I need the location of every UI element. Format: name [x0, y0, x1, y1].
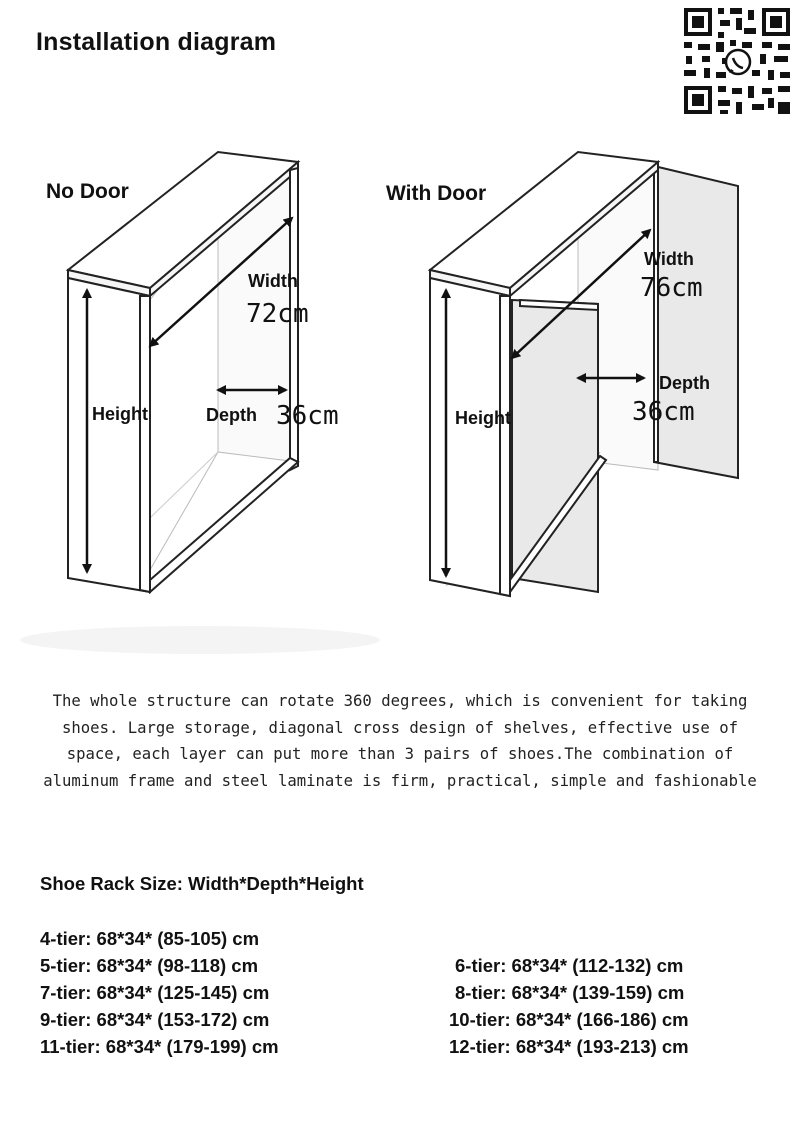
- with-door-depth-value: 36cm: [632, 397, 695, 427]
- size-item-4-tier: 4-tier: 68*34* (85-105) cm: [40, 928, 260, 949]
- no-door-depth-label: Depth: [206, 405, 257, 425]
- size-item-8-tier: 8-tier: 68*34* (139-159) cm: [455, 982, 685, 1003]
- size-item-11-tier: 11-tier: 68*34* (179-199) cm: [40, 1036, 279, 1057]
- description-line: The whole structure can rotate 360 degrees, which is convenient for taking: [52, 692, 748, 710]
- description: [10, 688, 790, 794]
- with-door-depth-label: Depth: [659, 373, 710, 393]
- size-item-6-tier: 6-tier: 68*34* (112-132) cm: [455, 955, 684, 976]
- description-line: shoes. Large storage, diagonal cross design of shelves, effective use of: [62, 718, 738, 737]
- sizes-title: Shoe Rack Size: Width*Depth*Height: [40, 873, 364, 894]
- no-door-depth-value: 36cm: [276, 401, 339, 431]
- with-door-width-label: Width: [644, 249, 694, 269]
- size-item-5-tier: 5-tier: 68*34* (98-118) cm: [40, 955, 259, 976]
- description-line: aluminum frame and steel laminate is firm, practical, simple and fashionable: [43, 771, 757, 790]
- no-door-label: No Door: [46, 180, 129, 203]
- description-line: space, each layer can put more than 3 pairs of shoes.The combination of: [66, 745, 734, 763]
- no-door-width-value: 72cm: [246, 299, 309, 329]
- page-title: Installation diagram: [36, 28, 277, 56]
- no-door-cabinet: [68, 152, 298, 592]
- qr-code-icon: [682, 6, 792, 116]
- no-door-width-label: Width: [248, 271, 298, 291]
- with-door-label: With Door: [386, 182, 487, 205]
- size-item-7-tier: 7-tier: 68*34* (125-145) cm: [40, 982, 270, 1003]
- no-door-height-label: Height: [92, 404, 148, 424]
- whatsapp-icon: [726, 50, 750, 74]
- with-door-width-value: 76cm: [640, 273, 703, 303]
- size-item-12-tier: 12-tier: 68*34* (193-213) cm: [449, 1036, 689, 1057]
- installation-diagram: [0, 130, 800, 670]
- with-door-height-label: Height: [455, 408, 511, 428]
- size-item-10-tier: 10-tier: 68*34* (166-186) cm: [449, 1009, 689, 1030]
- size-item-9-tier: 9-tier: 68*34* (153-172) cm: [40, 1009, 270, 1030]
